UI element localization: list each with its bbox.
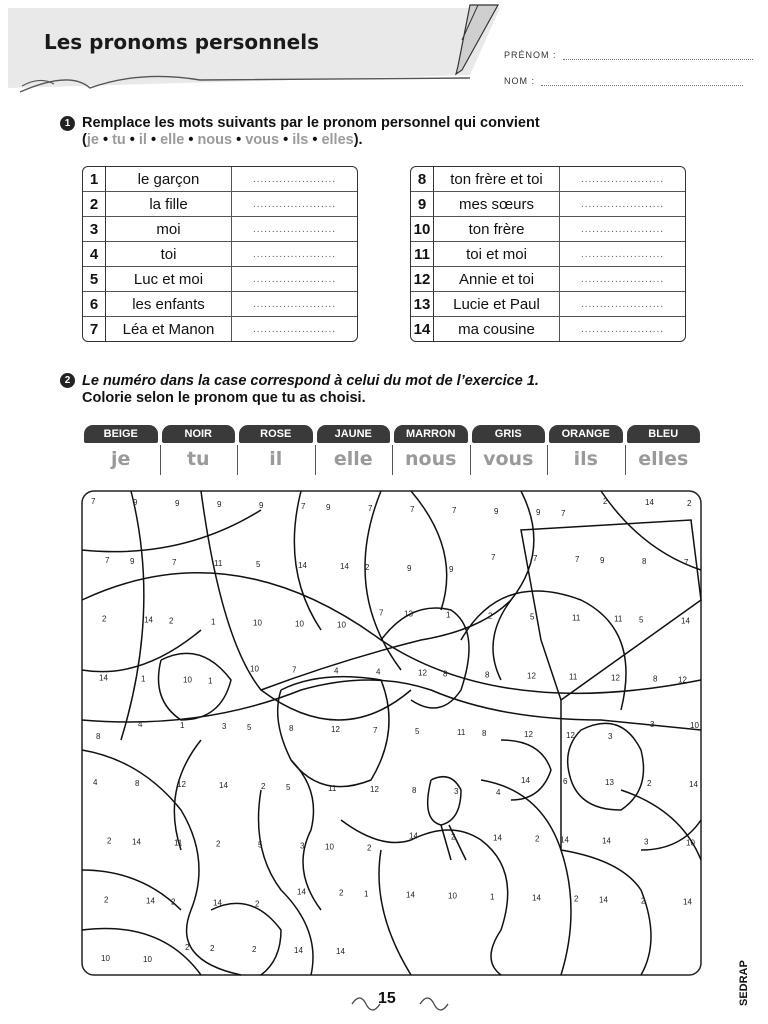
answer-field[interactable]: ...................... — [560, 242, 685, 267]
region-number: 9 — [130, 556, 135, 566]
region-number: 7 — [452, 506, 457, 515]
region-number: 11 — [328, 783, 337, 793]
publisher-name: SEDRAP — [738, 960, 750, 1006]
pronoun-elle: elle — [160, 132, 185, 148]
word-number: 7 — [83, 317, 106, 341]
key-divider — [160, 445, 161, 475]
region-number: 8 — [412, 785, 417, 795]
region-number: 3 — [650, 720, 655, 729]
color-name: ORANGE — [549, 425, 623, 443]
color-pronoun: vous — [483, 448, 534, 470]
region-number: 8 — [96, 732, 101, 741]
region-number: 4 — [138, 720, 143, 729]
region-number: 2 — [261, 781, 266, 791]
region-number: 3 — [644, 837, 649, 847]
word-row — [411, 242, 685, 267]
word-text: toi et moi — [434, 242, 560, 267]
word-row — [411, 267, 685, 292]
region-number: 10 — [448, 891, 457, 901]
region-number: 5 — [258, 840, 263, 850]
word-number: 11 — [411, 242, 434, 267]
region-number: 10 — [183, 675, 192, 685]
region-number: 2 — [488, 611, 493, 621]
pronoun-list: (je • tu • il • elle • nous • vous • ils • elles). — [82, 132, 363, 148]
word-row — [83, 242, 357, 267]
region-number: 9 — [407, 563, 412, 573]
word-number: 13 — [411, 292, 434, 317]
region-number: 1 — [208, 676, 213, 686]
color-pronoun: elles — [638, 448, 689, 470]
region-number: 2 — [104, 895, 109, 905]
color-pronoun: elle — [333, 448, 373, 470]
word-number: 14 — [411, 317, 434, 341]
exercise2-instruction — [82, 373, 539, 407]
region-number: 7 — [301, 502, 306, 511]
publisher-logo — [736, 940, 756, 1010]
region-number: 1 — [180, 721, 185, 730]
exercise1-number: 1 — [60, 116, 75, 131]
word-number: 4 — [83, 242, 106, 267]
word-row — [83, 267, 357, 292]
prenom-label: PRÉNOM : — [504, 50, 557, 60]
color-key-item — [82, 425, 160, 475]
region-number: 9 — [326, 503, 331, 512]
region-number: 7 — [410, 505, 415, 514]
region-number: 2 — [641, 896, 646, 906]
region-number: 9 — [600, 555, 605, 565]
region-number: 3 — [300, 841, 305, 851]
region-number: 12 — [418, 668, 427, 678]
word-number: 2 — [83, 192, 106, 217]
region-number: 1 — [490, 892, 495, 902]
answer-field[interactable]: ...................... — [232, 292, 357, 317]
word-row — [411, 217, 685, 242]
region-number: 14 — [681, 616, 690, 626]
color-pronoun: tu — [186, 448, 210, 470]
region-number: 2 — [255, 899, 260, 909]
color-key — [82, 425, 702, 475]
region-number: 4 — [334, 666, 339, 676]
name-fields — [504, 42, 753, 94]
region-number: 10 — [295, 619, 304, 629]
exercise1-instruction — [82, 115, 540, 149]
region-number: 14 — [144, 615, 153, 625]
region-number: 2 — [169, 616, 174, 626]
word-text: mes sœurs — [434, 192, 560, 217]
region-number: 2 — [687, 499, 692, 508]
word-table-left — [82, 166, 358, 342]
answer-field[interactable]: ...................... — [232, 167, 357, 192]
region-number: 2 — [210, 944, 215, 953]
region-number: 14 — [132, 837, 141, 847]
region-number: 8 — [443, 669, 448, 679]
answer-field[interactable]: ...................... — [560, 292, 685, 317]
region-number: 3 — [222, 722, 227, 731]
region-number: 11 — [457, 728, 466, 737]
region-number: 14 — [521, 775, 530, 785]
word-row — [411, 292, 685, 317]
region-number: 11 — [614, 614, 623, 624]
region-number: 9 — [494, 507, 499, 516]
region-number: 12 — [524, 730, 533, 739]
answer-field[interactable]: ...................... — [252, 323, 337, 335]
color-pronoun: nous — [405, 448, 457, 470]
word-row — [411, 167, 685, 192]
region-number: 7 — [373, 726, 378, 735]
region-number: 6 — [563, 776, 568, 786]
word-row — [411, 192, 685, 217]
region-number: 7 — [292, 665, 297, 675]
color-key-item — [470, 425, 548, 475]
region-number: 12 — [527, 671, 536, 681]
color-key-item — [315, 425, 393, 475]
region-number: 7 — [105, 555, 110, 565]
region-number: 5 — [415, 727, 420, 736]
word-text: ma cousine — [434, 317, 560, 341]
word-number: 10 — [411, 217, 434, 242]
answer-field[interactable]: ...................... — [580, 323, 665, 335]
region-number: 10 — [337, 620, 346, 630]
region-number: 2 — [647, 778, 652, 788]
region-number: 14 — [560, 835, 569, 845]
color-name: JAUNE — [317, 425, 391, 443]
word-row — [83, 167, 357, 192]
region-number: 14 — [213, 898, 222, 908]
region-number: 11 — [569, 672, 578, 682]
color-name: MARRON — [394, 425, 468, 443]
word-number: 5 — [83, 267, 106, 292]
word-text: la fille — [106, 192, 232, 217]
region-number: 13 — [605, 777, 614, 787]
color-pronoun: il — [269, 448, 283, 470]
word-text: toi — [106, 242, 232, 267]
word-number: 1 — [83, 167, 106, 192]
region-number: 14 — [406, 890, 415, 900]
key-divider — [470, 445, 471, 475]
region-number: 4 — [376, 667, 381, 677]
answer-field[interactable]: ...................... — [232, 242, 357, 267]
word-text: Annie et toi — [434, 267, 560, 292]
region-number: 8 — [653, 674, 658, 684]
region-number: 13 — [404, 609, 413, 619]
region-number: 14 — [294, 946, 303, 955]
region-number: 7 — [368, 504, 373, 513]
region-number: 9 — [175, 499, 180, 508]
word-text: ton frère — [434, 217, 560, 242]
region-number: 5 — [247, 723, 252, 732]
region-number: 7 — [379, 608, 384, 618]
pronoun-vous: vous — [245, 132, 280, 148]
region-number: 14 — [297, 887, 306, 897]
region-number: 4 — [93, 777, 98, 787]
region-number: 8 — [485, 670, 490, 680]
region-number: 9 — [217, 500, 222, 509]
region-number: 2 — [367, 843, 372, 853]
region-number: 14 — [645, 498, 654, 507]
region-number: 2 — [603, 497, 608, 506]
region-number: 1 — [141, 674, 146, 684]
word-number: 6 — [83, 292, 106, 317]
region-number: 9 — [259, 501, 264, 510]
region-number: 2 — [339, 888, 344, 898]
region-number: 14 — [336, 947, 345, 956]
region-number: 7 — [575, 554, 580, 564]
region-number: 14 — [298, 560, 307, 570]
nom-field[interactable] — [541, 77, 743, 86]
key-divider — [625, 445, 626, 475]
region-number: 14 — [683, 897, 692, 907]
word-number: 3 — [83, 217, 106, 242]
word-row — [83, 317, 357, 341]
word-row — [83, 292, 357, 317]
region-number: 2 — [451, 832, 456, 842]
pronoun-ils: ils — [292, 132, 309, 148]
region-number: 12 — [566, 731, 575, 740]
region-number: 2 — [107, 836, 112, 846]
region-number: 7 — [684, 557, 689, 567]
region-number: 10 — [143, 955, 152, 964]
nom-label: NOM : — [504, 76, 535, 86]
pronoun-je: je — [86, 132, 99, 148]
region-number: 11 — [214, 558, 223, 568]
word-text: Lucie et Paul — [434, 292, 560, 317]
region-number: 3 — [608, 732, 613, 741]
region-number: 2 — [365, 562, 370, 572]
region-number: 10 — [253, 618, 262, 628]
color-key-item — [625, 425, 703, 475]
region-number: 2 — [102, 614, 107, 624]
key-divider — [392, 445, 393, 475]
key-divider — [237, 445, 238, 475]
region-number: 2 — [574, 894, 579, 904]
region-number: 8 — [135, 778, 140, 788]
region-number: 3 — [454, 786, 459, 796]
answer-field[interactable]: ...................... — [232, 192, 357, 217]
word-table-right — [410, 166, 686, 342]
region-number: 4 — [496, 787, 501, 797]
exercise2-line2: Colorie selon le pronom que tu as choisi. — [82, 390, 366, 406]
word-number: 9 — [411, 192, 434, 217]
pronoun-il: il — [138, 132, 147, 148]
color-pronoun: je — [111, 448, 131, 470]
region-number: 14 — [602, 836, 611, 846]
pronoun-elles: elles — [321, 132, 354, 148]
region-number: 10 — [101, 954, 110, 963]
region-number: 5 — [530, 612, 535, 622]
region-number: 7 — [172, 557, 177, 567]
region-number: 14 — [532, 893, 541, 903]
region-number: 2 — [185, 943, 190, 952]
answer-field[interactable]: ...................... — [560, 167, 685, 192]
pronoun-tu: tu — [112, 132, 126, 148]
region-number: 5 — [256, 559, 261, 569]
key-divider — [547, 445, 548, 475]
color-key-item — [392, 425, 470, 475]
word-number: 12 — [411, 267, 434, 292]
answer-field[interactable]: ...................... — [232, 267, 357, 292]
color-pronoun: ils — [573, 448, 598, 470]
answer-field[interactable]: ...................... — [560, 192, 685, 217]
region-number: 10 — [325, 842, 334, 852]
region-number: 12 — [611, 673, 620, 683]
region-number: 11 — [572, 613, 581, 623]
color-key-item — [160, 425, 238, 475]
region-number: 9 — [449, 564, 454, 574]
word-row — [83, 217, 357, 242]
word-text: Luc et moi — [106, 267, 232, 292]
word-text: Léa et Manon — [106, 317, 232, 341]
region-number: 14 — [689, 779, 698, 789]
color-name: BEIGE — [84, 425, 158, 443]
region-number: 2 — [535, 834, 540, 844]
region-number: 9 — [133, 498, 138, 507]
region-number: 14 — [219, 780, 228, 790]
page-number: 15 — [378, 990, 396, 1007]
word-text: le garçon — [106, 167, 232, 192]
exercise1-instruction-text: Remplace les mots suivants par le pronom personnel qui convient — [82, 115, 540, 131]
region-number: 7 — [561, 509, 566, 518]
word-row — [411, 317, 685, 341]
region-number: 14 — [340, 561, 349, 571]
word-text: ton frère et toi — [434, 167, 560, 192]
region-number: 12 — [370, 784, 379, 794]
region-number: 10 — [250, 664, 259, 674]
answer-field[interactable]: ...................... — [560, 217, 685, 242]
answer-field[interactable]: ...................... — [232, 217, 357, 242]
region-number: 5 — [639, 615, 644, 625]
region-number: 7 — [91, 497, 96, 506]
color-key-item — [547, 425, 625, 475]
page-title: Les pronoms personnels — [44, 30, 319, 54]
region-number: 7 — [491, 552, 496, 562]
color-name: ROSE — [239, 425, 313, 443]
pronoun-nous: nous — [197, 132, 233, 148]
exercise2-number: 2 — [60, 373, 75, 388]
region-number: 7 — [533, 553, 538, 563]
region-number: 10 — [690, 721, 699, 730]
region-number: 9 — [536, 508, 541, 517]
region-number: 2 — [252, 945, 257, 954]
color-name: NOIR — [162, 425, 236, 443]
color-name: BLEU — [627, 425, 701, 443]
region-number: 12 — [177, 779, 186, 789]
word-row — [83, 192, 357, 217]
exercise2-line1: Le numéro dans la case correspond à celui du mot de l’exercice 1. — [82, 373, 539, 389]
color-key-item — [237, 425, 315, 475]
footer-ornament — [350, 990, 450, 1012]
region-number: 2 — [216, 839, 221, 849]
answer-field[interactable]: ...................... — [560, 267, 685, 292]
region-number: 1 — [211, 617, 216, 627]
word-text: moi — [106, 217, 232, 242]
region-number: 1 — [364, 889, 369, 899]
region-number: 2 — [171, 897, 176, 907]
color-name: GRIS — [472, 425, 546, 443]
region-number: 12 — [331, 725, 340, 734]
region-number: 8 — [482, 729, 487, 738]
region-number: 14 — [99, 673, 108, 683]
region-number: 8 — [289, 724, 294, 733]
prenom-field[interactable] — [563, 51, 753, 60]
region-number: 14 — [146, 896, 155, 906]
region-number: 14 — [409, 831, 418, 841]
region-number: 11 — [174, 838, 183, 848]
region-number: 1 — [446, 610, 451, 620]
region-number: 10 — [686, 838, 695, 848]
word-text: les enfants — [106, 292, 232, 317]
coloring-picture — [81, 490, 702, 976]
word-number: 8 — [411, 167, 434, 192]
region-number: 12 — [678, 675, 687, 685]
key-divider — [315, 445, 316, 475]
region-number: 8 — [642, 556, 647, 566]
region-number: 5 — [286, 782, 291, 792]
region-number: 14 — [599, 895, 608, 905]
region-number: 14 — [493, 833, 502, 843]
